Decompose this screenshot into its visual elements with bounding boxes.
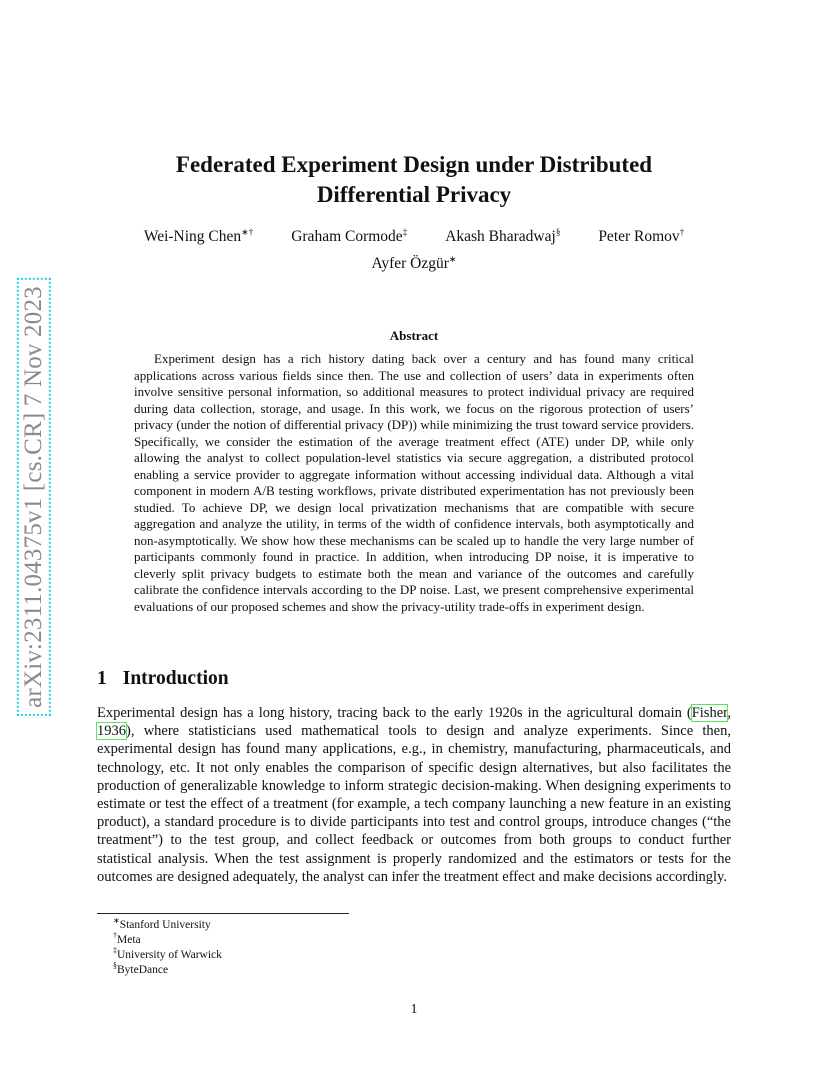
author: Wei-Ning Chen∗† xyxy=(143,226,254,245)
footnotes xyxy=(113,918,222,978)
page-number: 1 xyxy=(410,1002,418,1017)
citation-author-link[interactable]: Fisher xyxy=(691,705,728,721)
author-row-2 xyxy=(100,255,728,273)
affiliation-mark: § xyxy=(555,226,561,237)
title-line-1: Federated Experiment Design under Distributed xyxy=(175,152,653,177)
paper-title xyxy=(100,150,728,210)
footnote: §ByteDance xyxy=(113,961,169,976)
abstract-text: Experiment design has a rich history dating back over a century and has found many critical applications across various fields since then. The use and collection of users’ data in experiments often involve sensitive personal information, so additional measures to protect individual privacy are required during data collection, storage, and usage. In this work, we focus on the rigorous protection of users’ privacy (under the notion of differential privacy (DP)) while minimizing the trust toward service providers. Specifically, we consider the estimation of the average treatment effect (ATE) under DP, while only allowing the analyst to collect population-level statistics via secure aggregation, a distributed protocol enabling a service provider to aggregate information without accessing individual data. Although a vital component in modern A/B testing workflows, private distributed experimentation has not previously been studied. To achieve DP, we design local privatization mechanisms that are compatible with secure aggregation and analyze the utility, in terms of the width of confidence intervals, both asymptotically and non-asymptotically. We show how these mechanisms can be scaled up to handle the very large number of participants commonly found in practice. In addition, when introducing DP noise, it is imperative to cleverly split privacy budgets to estimate both the mean and variance of the outcomes and carefully calibrate the confidence intervals according to the DP noise. Last, we present comprehensive experimental evaluations of our proposed schemes and show the privacy-utility trade-offs in experiment design. xyxy=(134,351,694,614)
affiliation-mark: ∗† xyxy=(241,226,254,237)
citation-year-link[interactable]: 1936 xyxy=(97,723,126,740)
section-title: Introduction xyxy=(122,668,229,689)
citation-separator: , xyxy=(727,705,731,721)
affiliation-mark: † xyxy=(679,226,685,237)
arxiv-id-link[interactable]: arXiv:2311.04375v1 [cs.CR] 7 Nov 2023 xyxy=(17,278,51,716)
intro-text: ), where statisticians used mathematical tools to design and analyze experiments. Since then, experimental design has found many applications, e.g., in chemistry, manufacturing, pharmaceuticals, and technology, etc. It not only enables the comparison of specific design alternatives, but also facilitates the production of generalizable knowledge to inform strategic decision-making. When designing experiments to estimate or test the effect of a treatment (for example, a tech company launching a new feature in an existing product), a standard procedure is to divide participants into test and control groups, introduce changes (“the treatment”) to the test group, and collect feedback or outcomes from both groups to conduct further statistical analysis. When the test assignment is properly randomized and the estimators or tests for the outcomes are designed adequately, the analyst can infer the treatment effect and make decisions accordingly. xyxy=(97,723,731,885)
section-heading xyxy=(97,668,229,690)
author-block xyxy=(100,228,728,273)
author: Akash Bharadwaj§ xyxy=(445,226,561,245)
abstract-heading: Abstract xyxy=(389,328,439,343)
intro-paragraph xyxy=(97,704,731,886)
footnote-rule xyxy=(97,913,349,914)
affiliation-mark: ∗ xyxy=(448,253,457,264)
affiliation-mark: ‡ xyxy=(402,226,408,237)
intro-text: Experimental design has a long history, tracing back to the early 1920s in the agricultural domain ( xyxy=(97,705,692,721)
author-row-1 xyxy=(100,228,728,246)
footnote: ‡University of Warwick xyxy=(113,946,222,961)
author: Ayfer Özgür∗ xyxy=(371,253,457,272)
author: Graham Cormode‡ xyxy=(291,226,408,245)
title-line-2: Differential Privacy xyxy=(316,182,512,207)
footnote: †Meta xyxy=(113,931,141,946)
author: Peter Romov† xyxy=(598,226,685,245)
arxiv-stamp xyxy=(14,262,54,732)
footnote: ∗Stanford University xyxy=(113,916,211,931)
section-number: 1 xyxy=(97,668,107,689)
